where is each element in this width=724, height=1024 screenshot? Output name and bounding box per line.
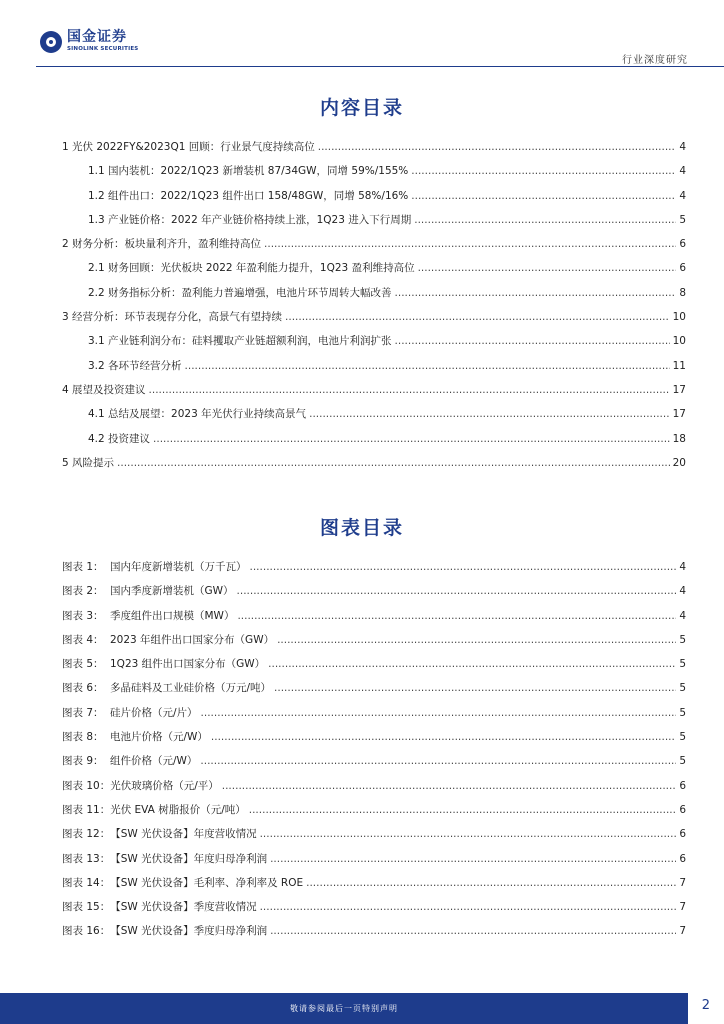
toc-entry-page: 17 <box>672 383 686 396</box>
figure-entry-title: 季度组件出口规模（MW） <box>110 609 235 622</box>
dot-leader <box>270 847 676 871</box>
report-category: 行业深度研究 <box>622 55 688 66</box>
toc-entry[interactable] <box>62 329 686 353</box>
toc-entry-title: 3.2 各环节经营分析 <box>88 359 182 372</box>
toc-entry-page: 8 <box>679 286 686 299</box>
figure-entry-label: 图表 8： <box>62 731 104 744</box>
toc-entry[interactable] <box>62 208 686 232</box>
figure-entry-page: 4 <box>679 561 686 573</box>
dot-leader <box>309 402 670 426</box>
dot-leader <box>185 354 670 378</box>
figure-entry-label: 图表 10： <box>62 779 111 792</box>
toc-entry-title: 4.1 总结及展望：2023 年光伏行业持续高景气 <box>88 408 307 421</box>
dot-leader <box>250 555 677 579</box>
dot-leader <box>237 604 676 628</box>
figure-entry-label: 图表 5： <box>62 658 104 671</box>
dot-leader <box>153 427 670 451</box>
dot-leader <box>270 919 676 943</box>
dot-leader <box>306 871 676 895</box>
figure-entry[interactable] <box>62 774 686 798</box>
toc-entry-title: 2.2 财务指标分析：盈利能力普遍增强，电池片环节周转大幅改善 <box>88 286 392 299</box>
figure-entry[interactable] <box>62 725 686 749</box>
figure-entry-page: 5 <box>679 755 686 768</box>
figure-entry-page: 4 <box>679 585 686 598</box>
toc-entry[interactable] <box>62 451 686 475</box>
toc-entry-title: 4 展望及投资建议 <box>62 383 146 396</box>
dot-leader <box>249 798 677 822</box>
toc-entry-page: 17 <box>672 408 686 421</box>
toc-list <box>62 135 686 475</box>
toc-entry-title: 1.3 产业链价格：2022 年产业链价格持续上涨，1Q23 进入下行周期 <box>88 213 412 226</box>
figure-entry-title: 【SW 光伏设备】年度营收情况 <box>110 828 257 841</box>
dot-leader <box>211 725 676 749</box>
figure-entry-page: 5 <box>679 633 686 646</box>
toc-entry[interactable] <box>62 378 686 402</box>
figure-entry[interactable] <box>62 701 686 725</box>
figure-entry-label: 图表 11： <box>62 803 111 816</box>
figure-entry-title: 1Q23 组件出口国家分布（GW） <box>110 658 266 671</box>
figure-entry-page: 4 <box>679 609 686 622</box>
figure-entry-label: 图表 16： <box>62 925 111 938</box>
figure-entry-label: 图表 15： <box>62 901 111 914</box>
toc-entry-title: 3.1 产业链利润分布：硅料攫取产业链超额利润，电池片利润扩张 <box>88 335 392 348</box>
toc-entry[interactable] <box>62 305 686 329</box>
figure-entry[interactable] <box>62 798 686 822</box>
toc-entry[interactable] <box>62 281 686 305</box>
toc-entry[interactable] <box>62 354 686 378</box>
footer-disclaimer: 敬请参阅最后一页特别声明 <box>290 1004 398 1013</box>
toc-entry-page: 10 <box>672 335 686 348</box>
figure-entry-page: 5 <box>679 706 686 719</box>
figure-entry[interactable] <box>62 579 686 603</box>
figure-entry-page: 5 <box>679 731 686 744</box>
toc-entry-page: 4 <box>679 189 686 202</box>
dot-leader <box>411 184 676 208</box>
figure-entry[interactable] <box>62 652 686 676</box>
figure-entry-label: 图表 3： <box>62 609 104 622</box>
toc-entry[interactable] <box>62 427 686 451</box>
figure-entry[interactable] <box>62 895 686 919</box>
toc-entry-page: 4 <box>679 141 686 153</box>
figure-entry-label: 图表 2： <box>62 585 104 598</box>
toc-entry-title: 4.2 投资建议 <box>88 432 151 445</box>
figure-entry-page: 6 <box>679 852 686 865</box>
toc-entry[interactable] <box>62 402 686 426</box>
figure-entry-label: 图表 9： <box>62 755 104 768</box>
logo-text <box>67 30 138 53</box>
dot-leader <box>277 628 676 652</box>
dot-leader <box>260 822 677 846</box>
dot-leader <box>274 676 676 700</box>
figure-entry-title: 国内年度新增装机（万千瓦） <box>110 561 247 573</box>
figure-entry-page: 6 <box>679 803 686 816</box>
dot-leader <box>285 305 670 329</box>
figure-entry-title: 多晶硅料及工业硅价格（万元/吨） <box>110 682 272 695</box>
toc-entry[interactable] <box>62 256 686 280</box>
toc-entry-page: 11 <box>672 359 686 372</box>
dot-leader <box>318 135 677 159</box>
dot-leader <box>200 749 676 773</box>
toc-entry-page: 6 <box>679 262 686 275</box>
figure-entry-page: 6 <box>679 779 686 792</box>
figures-list <box>62 555 686 944</box>
dot-leader <box>260 895 677 919</box>
dot-leader <box>201 701 677 725</box>
figure-entry-page: 6 <box>679 828 686 841</box>
dot-leader <box>395 281 677 305</box>
figure-entry-page: 7 <box>679 925 686 938</box>
figure-entry-label: 图表 12： <box>62 828 111 841</box>
toc-entry[interactable] <box>62 135 686 159</box>
toc-entry-page: 6 <box>679 238 686 251</box>
figures-title: 图表目录 <box>319 517 404 539</box>
figure-entry[interactable] <box>62 749 686 773</box>
dot-leader <box>414 208 676 232</box>
figure-entry[interactable] <box>62 676 686 700</box>
dot-leader <box>149 378 670 402</box>
page-number: 2 <box>701 998 710 1013</box>
figure-entry[interactable] <box>62 847 686 871</box>
toc-entry-page: 4 <box>679 165 686 178</box>
figure-entry-label: 图表 1： <box>62 561 104 573</box>
logo-icon <box>40 31 62 53</box>
toc-entry-title: 1 光伏 2022FY&2023Q1 回顾：行业景气度持续高位 <box>62 141 315 153</box>
toc-entry[interactable] <box>62 184 686 208</box>
figure-entry-label: 图表 4： <box>62 633 104 646</box>
figure-entry[interactable] <box>62 871 686 895</box>
toc-entry-page: 5 <box>679 213 686 226</box>
figure-entry-title: 【SW 光伏设备】季度营收情况 <box>110 901 257 914</box>
figure-entry-page: 7 <box>679 876 686 889</box>
figure-entry-title: 光伏 EVA 树脂报价（元/吨） <box>110 803 246 816</box>
brand-logo <box>40 30 138 53</box>
toc-title: 内容目录 <box>319 97 404 119</box>
figure-entry[interactable] <box>62 919 686 943</box>
figure-entry-label: 图表 7： <box>62 706 104 719</box>
figure-entry-page: 5 <box>679 682 686 695</box>
figure-entry[interactable] <box>62 628 686 652</box>
figure-entry[interactable] <box>62 555 686 579</box>
toc-entry-title: 1.2 组件出口：2022/1Q23 组件出口 158/48GW，同增 58%/16% <box>88 189 409 202</box>
figure-entry-page: 7 <box>679 901 686 914</box>
dot-leader <box>268 652 676 676</box>
figure-entry-title: 光伏玻璃价格（元/平） <box>110 779 219 792</box>
figure-entry-title: 组件价格（元/W） <box>110 755 198 768</box>
toc-entry-title: 3 经营分析：环节表现存分化，高景气有望持续 <box>62 311 283 324</box>
toc-entry-page: 20 <box>672 456 686 469</box>
figure-entry-page: 5 <box>679 658 686 671</box>
dot-leader <box>222 774 677 798</box>
brand-name-en: SINOLINK SECURITIES <box>67 46 139 52</box>
figure-entry-label: 图表 6： <box>62 682 104 695</box>
figure-entry-title: 电池片价格（元/W） <box>110 731 208 744</box>
dot-leader <box>395 329 670 353</box>
figure-entry[interactable] <box>62 822 686 846</box>
figure-entry-title: 【SW 光伏设备】季度归母净利润 <box>110 925 268 938</box>
figure-entry[interactable] <box>62 604 686 628</box>
figure-entry-title: 2023 年组件出口国家分布（GW） <box>110 633 275 646</box>
toc-entry-title: 5 风险提示 <box>62 456 115 469</box>
figure-entry-label: 图表 13： <box>62 852 111 865</box>
dot-leader <box>418 256 677 280</box>
header-divider <box>36 66 724 67</box>
toc-entry-page: 10 <box>672 311 686 324</box>
toc-entry-title: 1.1 国内装机：2022/1Q23 新增装机 87/34GW，同增 59%/155% <box>88 165 409 178</box>
figure-entry-title: 硅片价格（元/片） <box>110 706 198 719</box>
toc-entry-page: 18 <box>672 432 686 445</box>
figure-entry-title: 【SW 光伏设备】毛利率、净利率及 ROE <box>110 876 304 889</box>
toc-entry-title: 2 财务分析：板块量利齐升，盈利维持高位 <box>62 238 262 251</box>
toc-entry-title: 2.1 财务回顾：光伏板块 2022 年盈利能力提升，1Q23 盈利维持高位 <box>88 262 415 275</box>
dot-leader <box>237 579 677 603</box>
dot-leader <box>117 451 670 475</box>
figure-entry-title: 国内季度新增装机（GW） <box>110 585 234 598</box>
figure-entry-title: 【SW 光伏设备】年度归母净利润 <box>110 852 268 865</box>
toc-entry[interactable] <box>62 232 686 256</box>
dot-leader <box>264 232 676 256</box>
toc-entry[interactable] <box>62 159 686 183</box>
figure-entry-label: 图表 14： <box>62 876 111 889</box>
brand-name-cn: 国金证券 <box>67 29 127 45</box>
dot-leader <box>411 159 676 183</box>
